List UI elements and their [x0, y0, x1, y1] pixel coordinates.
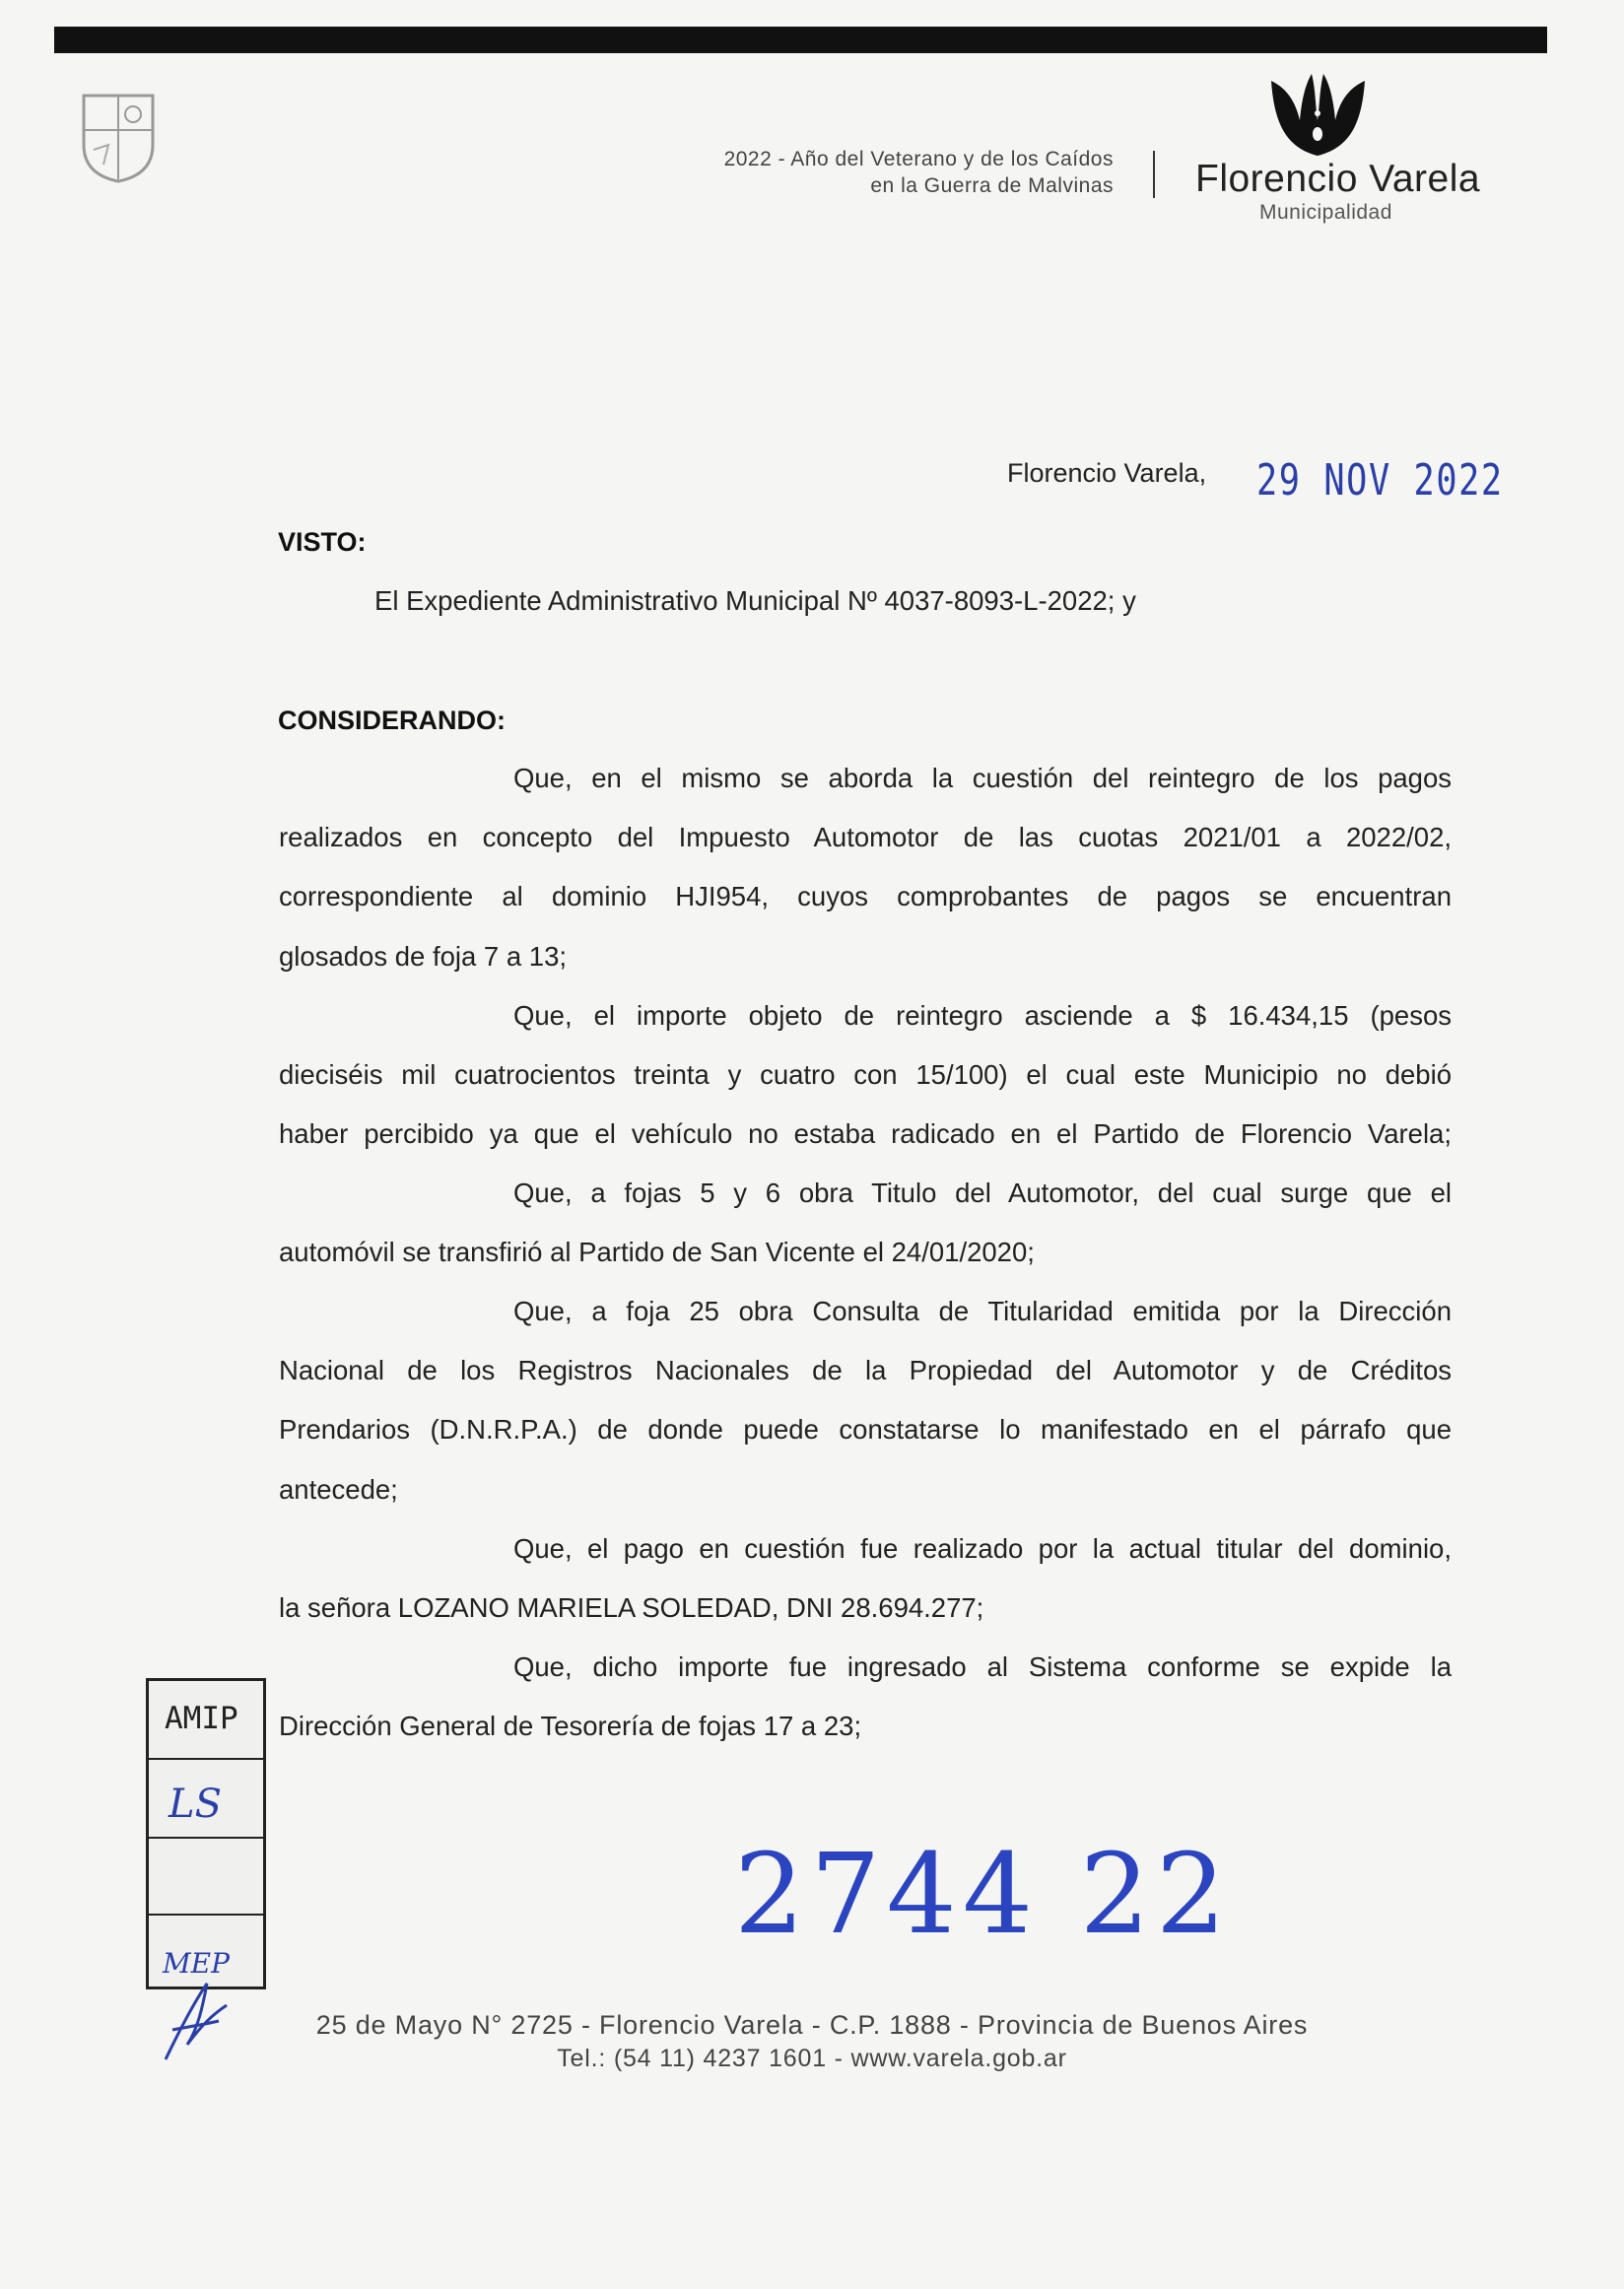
visto-heading: VISTO: — [278, 527, 367, 557]
stamp-cell — [149, 1837, 263, 1916]
stamp-label: AMIP — [165, 1701, 238, 1736]
considerando-line: Que, el importe objeto de reintegro asciende a $ 16.434,15 (pesos — [513, 1000, 1452, 1031]
footer-contact: Tel.: (54 11) 4237 1601 - www.varela.gob.ar — [557, 2045, 1067, 2072]
date-place: Florencio Varela, — [1007, 458, 1207, 488]
considerando-line: Que, en el mismo se aborda la cuestión del reintegro de los pagos — [513, 763, 1452, 793]
considerando-line: Prendarios (D.N.R.P.A.) de donde puede constatarse lo manifestado en el párrafo que — [279, 1414, 1452, 1445]
florencio-varela-logo-icon — [1266, 69, 1370, 163]
considerando-line: realizados en concepto del Impuesto Automotor de las cuotas 2021/01 a 2022/02, — [279, 822, 1452, 852]
considerando-line: antecede; — [279, 1474, 398, 1505]
considerando-line: Que, a foja 25 obra Consulta de Titularidad emitida por la Dirección — [513, 1296, 1452, 1326]
considerando-heading: CONSIDERANDO: — [278, 706, 507, 735]
municipal-crest-icon — [79, 91, 158, 184]
considerando-line: Dirección General de Tesorería de fojas 17 a 23; — [279, 1711, 862, 1741]
considerando-line: dieciséis mil cuatrocientos treinta y cuatro con 15/100) el cual este Municipio no debió — [279, 1059, 1452, 1090]
considerando-line: la señora LOZANO MARIELA SOLEDAD, DNI 28.694.277; — [279, 1592, 984, 1623]
considerando-line: correspondiente al dominio HJI954, cuyos comprobantes de pagos se encuentran — [279, 881, 1452, 911]
considerando-line: haber percibido ya que el vehículo no estaba radicado en el Partido de Florencio Varela; — [279, 1118, 1452, 1149]
brand-divider — [1153, 151, 1155, 198]
date-stamp: 29 NOV 2022 — [1256, 455, 1504, 505]
stamp-note: MEP — [163, 1947, 230, 1980]
visto-text: El Expediente Administrativo Municipal Nº 4037-8093-L-2022; y — [374, 585, 1136, 616]
header-motto — [724, 146, 1114, 199]
considerando-line: Que, a fojas 5 y 6 obra Titulo del Automotor, del cual surge que el — [513, 1178, 1452, 1208]
footer-address: 25 de Mayo N° 2725 - Florencio Varela - C.P. 1888 - Provincia de Buenos Aires — [315, 2010, 1309, 2040]
stamp-cell — [149, 1681, 263, 1760]
considerando-line: glosados de foja 7 a 13; — [279, 941, 568, 972]
top-black-bar — [54, 27, 1547, 53]
amip-control-stamp — [146, 1678, 266, 1989]
brand-subtitle: Municipalidad — [1259, 201, 1392, 224]
considerando-line: Nacional de los Registros Nacionales de la Propiedad del Automotor y de Créditos — [279, 1355, 1452, 1385]
brand-name: Florencio Varela — [1195, 158, 1481, 200]
motto-line-1: 2022 - Año del Veterano y de los Caídos — [723, 148, 1114, 170]
considerando-line: Que, el pago en cuestión fue realizado por la actual titular del dominio, — [513, 1533, 1452, 1564]
resolution-number-stamp: 2744 22 — [734, 1831, 1233, 1959]
considerando-line: automóvil se transfirió al Partido de San Vicente el 24/01/2020; — [279, 1237, 1035, 1267]
stamp-initials: LS — [169, 1782, 222, 1827]
considerando-line: Que, dicho importe fue ingresado al Sistema conforme se expide la — [513, 1651, 1452, 1682]
motto-line-2: en la Guerra de Malvinas — [870, 174, 1114, 197]
